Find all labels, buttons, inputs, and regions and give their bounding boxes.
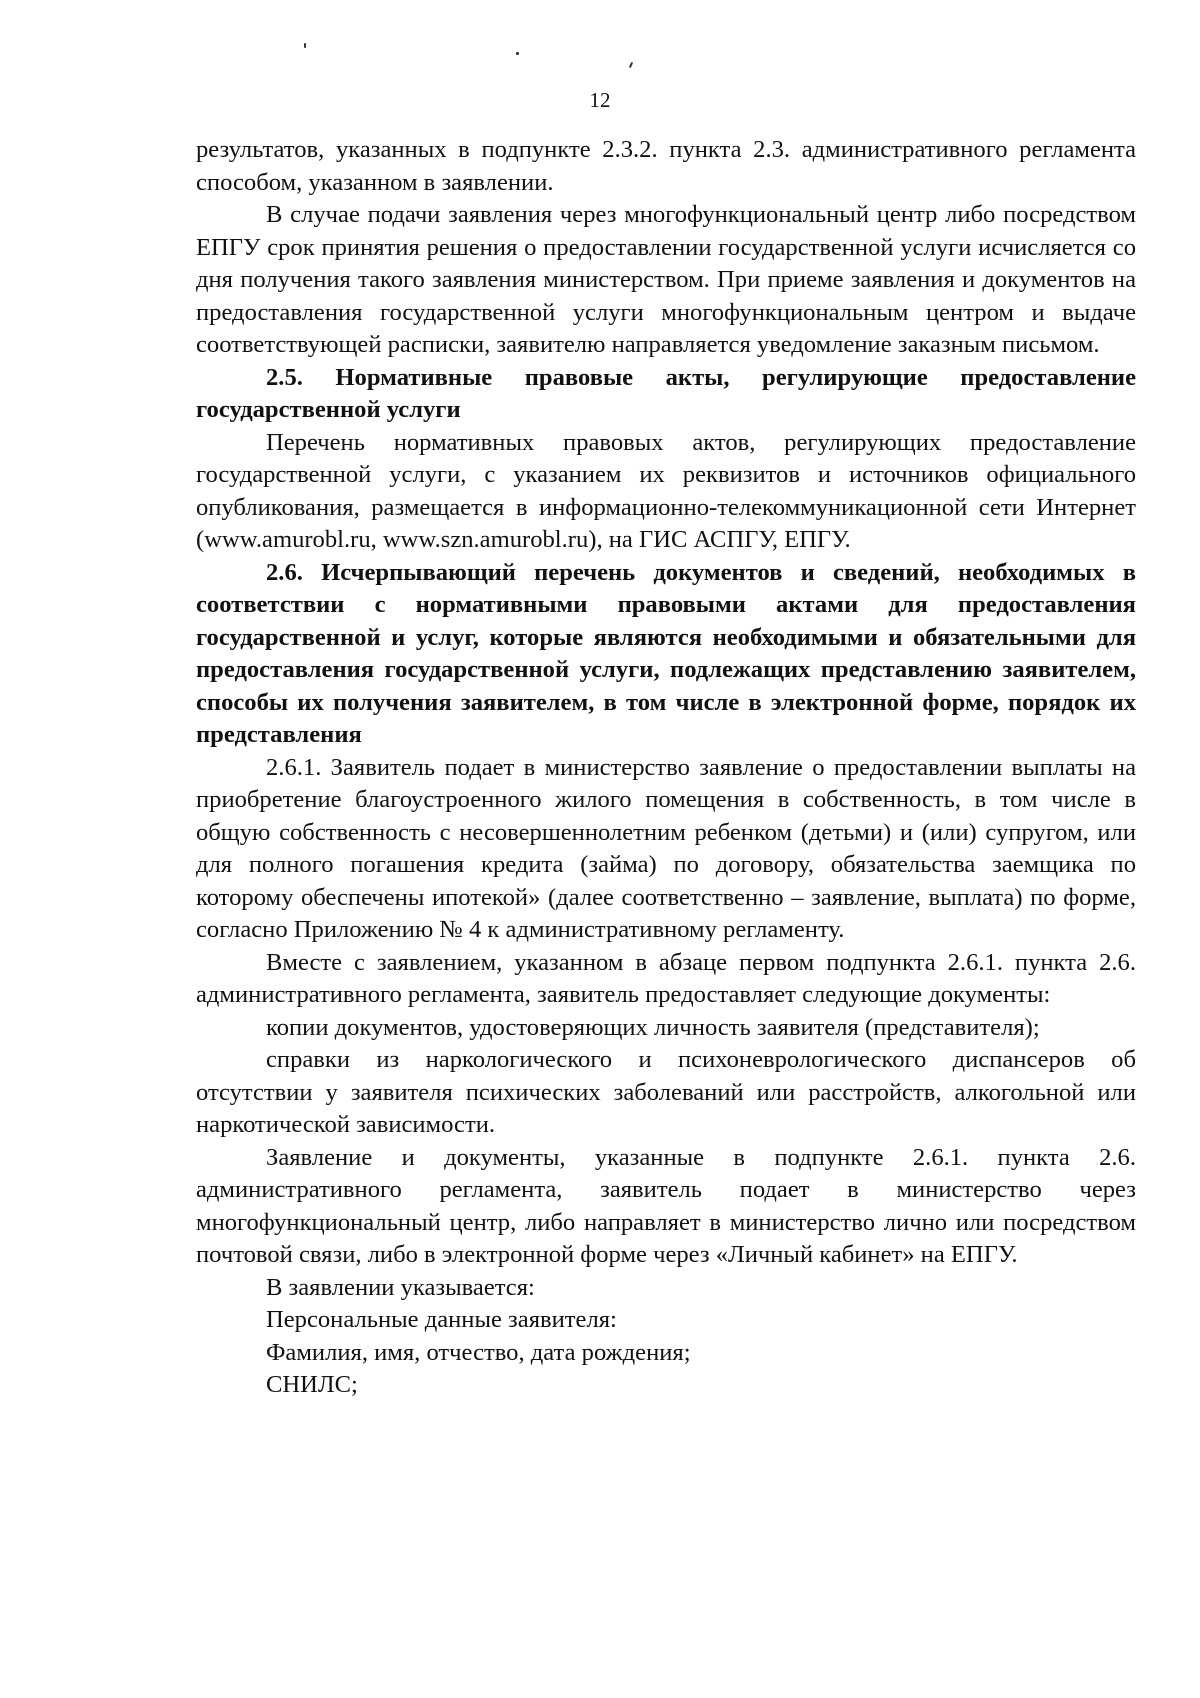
paragraph-required-documents: Вместе с заявлением, указанном в абзаце первом подпункта 2.6.1. пункта 2.6. административного регламента, заявитель предоставляет следующие документы:	[196, 948, 1136, 1008]
paragraph-identity-copies: копии документов, удостоверяющих личность заявителя (представителя);	[266, 1013, 1040, 1041]
heading-section-2-5: 2.5. Нормативные правовые акты, регулирующие предоставление государственной услуги	[196, 363, 1136, 423]
scan-artifact-mark	[516, 52, 519, 55]
page-number: 12	[589, 88, 611, 112]
line-snils: СНИЛС;	[266, 1371, 358, 1398]
heading-section-2-6: 2.6. Исчерпывающий перечень документов и сведений, необходимых в соответствии с нормативными правовыми актами для предоставления государственной и услуг, которые являются необходимыми и обязательными для предоставления государственной услуги, подлежащих представлению заявителем, способы их получения заявителем, в том числе в электронной форме, порядок их представления	[196, 558, 1136, 748]
document-body	[196, 134, 1136, 1402]
paragraph-mfc-decision-term: В случае подачи заявления через многофункциональный центр либо посредством ЕПГУ срок принятия решения о предоставлении государственной услуги исчисляется со дня получения такого заявления министерством. При приеме заявления и документов на предоставления государственной услуги многофункциональным центром и выдаче соответствующей расписки, заявителю направляется уведомление заказным письмом.	[196, 201, 1136, 358]
paragraph-submission-methods: Заявление и документы, указанные в подпункте 2.6.1. пункта 2.6. административного регламента, заявитель подает в министерство через многофункциональный центр, либо направляет в министерство лично или посредством почтовой связи, либо в электронной форме через «Личный кабинет» на ЕПГУ.	[196, 1143, 1136, 1268]
paragraph-continuation: результатов, указанных в подпункте 2.3.2. пункта 2.3. административного регламента способом, указанном в заявлении.	[196, 136, 1136, 196]
line-personal-data: Персональные данные заявителя:	[266, 1306, 617, 1333]
line-full-name-birthdate: Фамилия, имя, отчество, дата рождения;	[266, 1338, 691, 1366]
paragraph-medical-certificates: справки из наркологического и психоневрологического диспансеров об отсутствии у заявителя психических заболеваний или расстройств, алкогольной или наркотической зависимости.	[196, 1046, 1136, 1138]
scan-artifact-mark	[629, 62, 633, 68]
scan-artifact-mark	[304, 43, 306, 48]
paragraph-2-6-1: 2.6.1. Заявитель подает в министерство заявление о предоставлении выплаты на приобретение благоустроенного жилого помещения в собственность, в том числе в общую собственность с несовершеннолетним ребенком (детьми) и (или) супругом, или для полного погашения кредита (займа) по договору, обязательства заемщика по которому обеспечены ипотекой» (далее соответственно – заявление, выплата) по форме, согласно Приложению № 4 к административному регламенту.	[196, 753, 1136, 943]
line-application-contains: В заявлении указывается:	[266, 1273, 535, 1301]
paragraph-legal-acts-list: Перечень нормативных правовых актов, регулирующих предоставление государственной услуги, с указанием их реквизитов и источников официального опубликования, размещается в информационно-телекоммуникационной сети Интернет (www.amurobl.ru, www.szn.amurobl.ru), на ГИС АСПГУ, ЕПГУ.	[196, 428, 1136, 553]
